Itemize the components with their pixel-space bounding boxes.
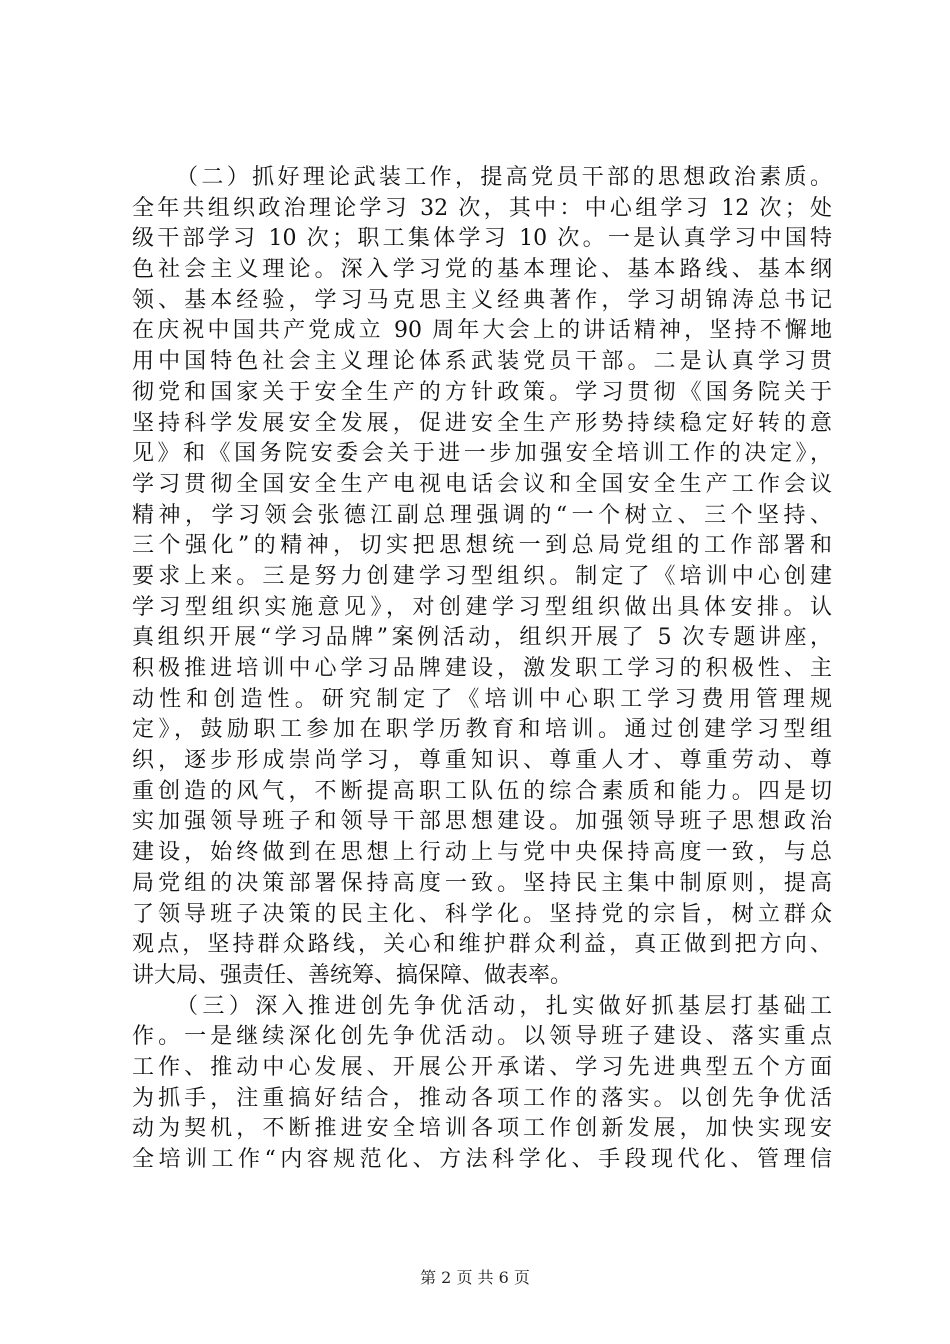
paragraph-line: 观点，坚持群众路线，关心和维护群众利益，真正做到把方向、 <box>132 932 832 958</box>
paragraph-line: （三）深入推进创先争优活动，扎实做好抓基层打基础工 <box>176 993 832 1019</box>
paragraph-line: 重创造的风气，不断提高职工队伍的综合素质和能力。四是切 <box>132 778 832 804</box>
paragraph-line: 领、基本经验，学习马克思主义经典著作，学习胡锦涛总书记 <box>132 287 832 313</box>
paragraph-line: 建设，始终做到在思想上行动上与党中央保持高度一致，与总 <box>132 840 832 866</box>
paragraph-line: 三个强化”的精神，切实把思想统一到总局党组的工作部署和 <box>132 533 832 559</box>
paragraph-line: 讲大局、强责任、善统筹、搞保障、做表率。 <box>132 962 573 988</box>
paragraph-line: 真组织开展“学习品牌”案例活动，组织开展了 5 次专题讲座， <box>132 625 832 651</box>
paragraph-line: 用中国特色社会主义理论体系武装党员干部。二是认真学习贯 <box>132 349 832 375</box>
paragraph-line: 全培训工作“内容规范化、方法科学化、手段现代化、管理信 <box>132 1147 832 1172</box>
paragraph-line: 在庆祝中国共产党成立 90 周年大会上的讲话精神，坚持不懈地 <box>132 318 832 344</box>
paragraph-line: 局党组的决策部署保持高度一致。坚持民主集中制原则，提高 <box>132 870 832 896</box>
paragraph-line: 了领导班子决策的民主化、科学化。坚持党的宗旨，树立群众 <box>132 901 832 927</box>
paragraph-line: 积极推进培训中心学习品牌建设，激发职工学习的积极性、主 <box>132 656 832 681</box>
paragraph-line: 学习型组织实施意见》，对创建学习型组织做出具体安排。认 <box>132 594 832 620</box>
paragraph-line: 坚持科学发展安全发展，促进安全生产形势持续稳定好转的意 <box>132 410 832 436</box>
paragraph-line: 色社会主义理论。深入学习党的基本理论、基本路线、基本纲 <box>132 257 832 283</box>
paragraph-line: 要求上来。三是努力创建学习型组织。制定了《培训中心创建 <box>132 563 832 589</box>
body-text <box>132 163 832 1176</box>
paragraph-line: 定》，鼓励职工参加在职学历教育和培训。通过创建学习型组 <box>132 717 832 743</box>
paragraph-line: （二）抓好理论武装工作，提高党员干部的思想政治素质。 <box>176 165 832 190</box>
paragraph-line: 彻党和国家关于安全生产的方针政策。学习贯彻《国务院关于 <box>132 379 832 405</box>
paragraph-line: 全年共组织政治理论学习 32 次，其中：中心组学习 12 次；处 <box>132 195 832 221</box>
paragraph-line: 工作、推动中心发展、开展公开承诺、学习先进典型五个方面 <box>132 1054 832 1080</box>
paragraph-line: 为抓手，注重搞好结合，推动各项工作的落实。以创先争优活 <box>132 1085 832 1111</box>
paragraph-line: 动为契机，不断推进安全培训各项工作创新发展，加快实现安 <box>132 1116 832 1142</box>
paragraph-line: 精神，学习领会张德江副总理强调的“一个树立、三个坚持、 <box>132 502 832 528</box>
paragraph-line: 学习贯彻全国安全生产电视电话会议和全国安全生产工作会议 <box>132 471 832 497</box>
paragraph-line: 动性和创造性。研究制定了《培训中心职工学习费用管理规 <box>132 686 832 712</box>
paragraph-line: 见》和《国务院安委会关于进一步加强安全培训工作的决定》， <box>132 441 832 467</box>
paragraph-line: 级干部学习 10 次；职工集体学习 10 次。一是认真学习中国特 <box>132 226 832 252</box>
page-number-footer: 第 2 页 共 6 页 <box>420 1268 530 1287</box>
paragraph-line: 作。一是继续深化创先争优活动。以领导班子建设、落实重点 <box>132 1024 832 1050</box>
paragraph-line: 织，逐步形成崇尚学习，尊重知识、尊重人才、尊重劳动、尊 <box>132 748 832 774</box>
paragraph-line: 实加强领导班子和领导干部思想建设。加强领导班子思想政治 <box>132 809 832 835</box>
